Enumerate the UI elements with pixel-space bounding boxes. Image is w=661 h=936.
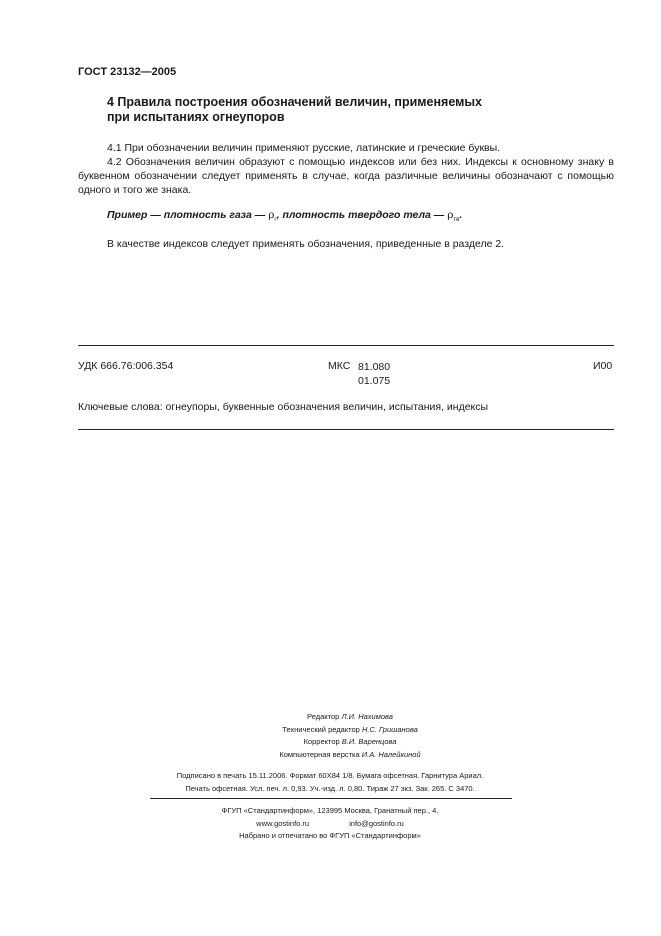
- section-title: [107, 95, 482, 125]
- rho-symbol-2: ρ: [447, 209, 454, 221]
- paragraph-indexes: В качестве индексов следует применять обозначения, приведенные в разделе 2.: [107, 238, 505, 250]
- mks-values: [358, 360, 390, 388]
- mks-value-1: 81.080: [358, 361, 391, 373]
- divider-top: [78, 345, 614, 346]
- keywords: Ключевые слова: огнеупоры, буквенные обозначения величин, испытания, индексы: [78, 401, 489, 413]
- solid-subscript: тв: [453, 217, 460, 224]
- email-link[interactable]: info@gostinfo.ru: [349, 818, 404, 828]
- gas-subscript: г: [274, 217, 277, 224]
- section-title-line1: 4 Правила построения обозначений величин, применяемых: [107, 95, 482, 109]
- publisher-contacts: [150, 818, 510, 831]
- publisher-info: [150, 805, 510, 843]
- example-mid: , плотность твердого тела —: [276, 209, 448, 221]
- mks-label: МКС: [328, 360, 351, 372]
- print-line-1: Подписано в печать 15.11.2006. Формат 60Х84 1/8. Бумага офсетная. Гарнитура Ариал.: [176, 771, 484, 780]
- example-end: .: [459, 209, 463, 221]
- website-link[interactable]: www.gostinfo.ru: [256, 818, 310, 828]
- print-line-2: Печать офсетная. Усл. печ. л. 0,93. Уч.-изд. л. 0,80. Тираж 27 экз. Зак. 265. С 3470.: [185, 783, 475, 793]
- editor-row: Корректор В.И. Варенцова: [303, 737, 397, 746]
- editors-block: [150, 711, 510, 761]
- editor-row: Компьютерная верстка И.А. Налейкиной: [279, 749, 421, 759]
- paragraph-4-2: 4.2 Обозначения величин образуют с помощью индексов или без них. Индексы к основному знаку в буквенном обозначении следует применять в случае, когда различные величины обозначают с помощью одного и того же знака.: [78, 156, 614, 196]
- publisher-print-note: Набрано и отпечатано во ФГУП «Стандартинформ»: [239, 831, 421, 840]
- section-title-line2: при испытаниях огнеупоров: [107, 110, 285, 124]
- print-info: [150, 770, 510, 795]
- example-line: [107, 209, 462, 223]
- editor-row: Редактор Л.И. Нахимова: [307, 712, 393, 721]
- example-lead: Пример — плотность газа —: [107, 209, 269, 221]
- group-code: И00: [593, 360, 613, 372]
- divider-bottom: [78, 429, 614, 430]
- imprint-divider: [150, 798, 512, 799]
- publisher-address: ФГУП «Стандартинформ», 123995 Москва, Гранатный пер., 4.: [221, 806, 439, 815]
- mks-value-2: 01.075: [358, 375, 391, 387]
- editor-row: Технический редактор Н.С. Гришанова: [282, 724, 418, 734]
- udk-code: УДК 666.76:006.354: [78, 360, 174, 372]
- rho-symbol: ρ: [268, 209, 275, 221]
- standard-code: ГОСТ 23132—2005: [78, 66, 177, 78]
- paragraph-4-1: 4.1 При обозначении величин применяют русские, латинские и греческие буквы.: [107, 142, 501, 154]
